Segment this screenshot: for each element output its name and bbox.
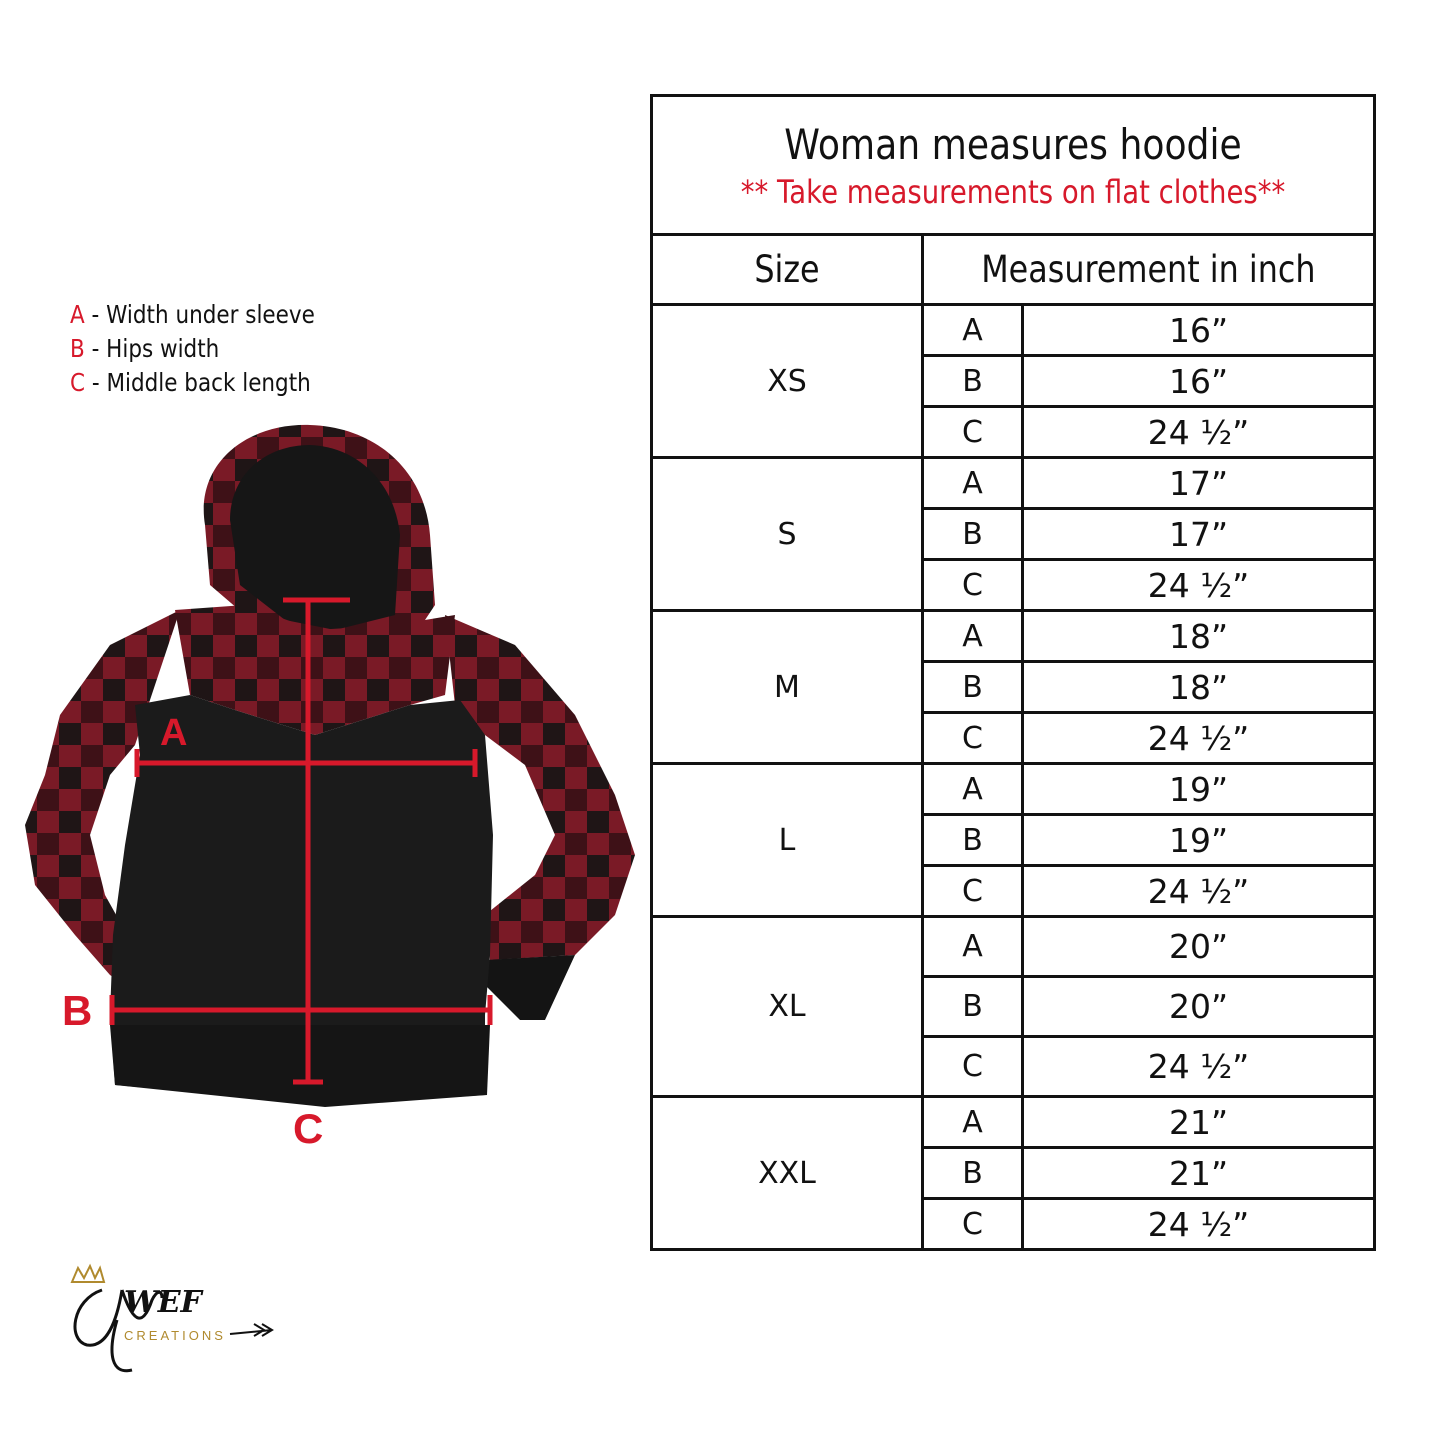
measure-letter: C bbox=[923, 1037, 1023, 1097]
table-row bbox=[652, 764, 1375, 815]
measure-value: 18” bbox=[1023, 611, 1375, 662]
measure-letter: C bbox=[923, 407, 1023, 458]
legend-row-c bbox=[70, 366, 315, 400]
measure-letter: C bbox=[923, 866, 1023, 917]
measure-letter: B bbox=[923, 977, 1023, 1037]
measure-letter: B bbox=[923, 1148, 1023, 1199]
measure-value: 24 ½” bbox=[1023, 713, 1375, 764]
hoodie-diagram bbox=[15, 415, 655, 1155]
measure-value: 21” bbox=[1023, 1097, 1375, 1148]
size-label: L bbox=[652, 764, 923, 917]
logo-mark: WEF bbox=[124, 1285, 202, 1320]
table-title-cell bbox=[652, 96, 1375, 235]
measure-letter: B bbox=[923, 815, 1023, 866]
logo-text: CREATIONS bbox=[124, 1328, 226, 1343]
size-label: XXL bbox=[652, 1097, 923, 1250]
table-title: Woman measures hoodie bbox=[784, 119, 1242, 169]
table-row bbox=[652, 305, 1375, 356]
table-subtitle: ** Take measurements on flat clothes** bbox=[740, 172, 1286, 211]
header-measurement: Measurement in inch bbox=[923, 235, 1375, 305]
measure-value: 20” bbox=[1023, 977, 1375, 1037]
table-header-row bbox=[652, 235, 1375, 305]
measure-value: 24 ½” bbox=[1023, 866, 1375, 917]
size-label: XS bbox=[652, 305, 923, 458]
measure-letter: B bbox=[923, 509, 1023, 560]
right-cuff bbox=[485, 955, 575, 1020]
measure-letter: A bbox=[923, 611, 1023, 662]
measure-value: 20” bbox=[1023, 917, 1375, 977]
measure-letter: A bbox=[923, 1097, 1023, 1148]
measure-value: 19” bbox=[1023, 815, 1375, 866]
diagram-label-b: B bbox=[62, 987, 93, 1034]
measure-letter: C bbox=[923, 1199, 1023, 1250]
measure-value: 17” bbox=[1023, 458, 1375, 509]
measure-letter: B bbox=[923, 662, 1023, 713]
table-row bbox=[652, 1097, 1375, 1148]
measure-letter: A bbox=[923, 458, 1023, 509]
measurement-legend bbox=[70, 298, 315, 400]
header-size: Size bbox=[652, 235, 923, 305]
table-row bbox=[652, 917, 1375, 977]
crown-icon bbox=[72, 1266, 104, 1282]
waistband bbox=[110, 1025, 490, 1107]
measure-letter: B bbox=[923, 356, 1023, 407]
measure-letter: A bbox=[923, 305, 1023, 356]
measure-letter: C bbox=[923, 560, 1023, 611]
measure-value: 19” bbox=[1023, 764, 1375, 815]
table-row bbox=[652, 611, 1375, 662]
diagram-label-a: A bbox=[160, 712, 188, 754]
measure-value: 24 ½” bbox=[1023, 1199, 1375, 1250]
measure-letter: A bbox=[923, 917, 1023, 977]
size-label: XL bbox=[652, 917, 923, 1097]
brand-logo bbox=[62, 1260, 282, 1380]
measure-letter: C bbox=[923, 713, 1023, 764]
legend-key: C bbox=[70, 368, 86, 397]
legend-text: - Middle back length bbox=[85, 368, 311, 397]
table-row bbox=[652, 458, 1375, 509]
size-label: S bbox=[652, 458, 923, 611]
size-label: M bbox=[652, 611, 923, 764]
measure-value: 24 ½” bbox=[1023, 560, 1375, 611]
legend-row-a bbox=[70, 298, 315, 332]
legend-key: A bbox=[70, 300, 85, 329]
measure-value: 18” bbox=[1023, 662, 1375, 713]
measure-value: 21” bbox=[1023, 1148, 1375, 1199]
legend-row-b bbox=[70, 332, 315, 366]
measure-value: 16” bbox=[1023, 305, 1375, 356]
legend-key: B bbox=[70, 334, 85, 363]
measure-letter: A bbox=[923, 764, 1023, 815]
measure-value: 17” bbox=[1023, 509, 1375, 560]
diagram-label-c: C bbox=[293, 1105, 324, 1152]
table-title-row bbox=[652, 96, 1375, 235]
measure-value: 16” bbox=[1023, 356, 1375, 407]
legend-text: - Width under sleeve bbox=[84, 300, 315, 329]
size-chart-table bbox=[650, 94, 1376, 1251]
arrow-icon bbox=[230, 1324, 272, 1336]
measure-value: 24 ½” bbox=[1023, 407, 1375, 458]
measure-value: 24 ½” bbox=[1023, 1037, 1375, 1097]
legend-text: - Hips width bbox=[84, 334, 220, 363]
